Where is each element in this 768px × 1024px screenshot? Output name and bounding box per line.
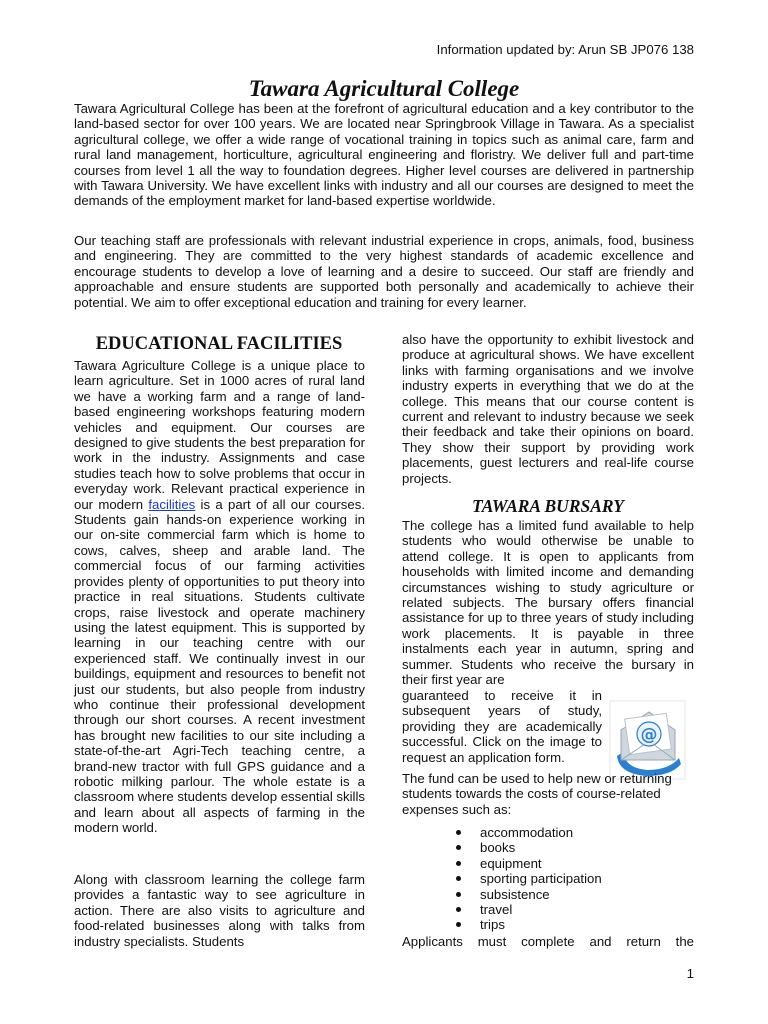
bursary-closing-line: Applicants must complete and return the: [402, 934, 694, 949]
intro-paragraph-1: Tawara Agricultural College has been at the forefront of agricultural education and a key contributor to the land-based sector for over 100 years. We are located near Springbrook Village in Tawara. As a specialist agricultural college, we offer a wide range of vocational training in topics such as animal care, farm and rural land management, horticulture, agricultural engineering and floristry. We deliver full and part-time courses from level 1 all the way to foundation degrees. Higher level courses are delivered in partnership with Tawara University. We have excellent links with industry and all our courses are designed to meet the demands of the employment market for land-based expertise worldwide.: [74, 101, 694, 209]
paragraph-text: is a part of all our courses. Students gain hands-on experience working in our on-site commercial farm which is home to cows, calves, sheep and arable land. The commercial focus of our farming activities provides plenty of opportunities to put theory into practice in real situations. Students cultivate crops, raise livestock and operate machinery using the latest equipment. This is supported by learning in our teaching centre with our experienced staff. We continually invest in our buildings, equipment and resources to benefit not just our students, but also people from industry who continue their professional development through our short courses. A recent investment has brought new facilities to our site including a state-of-the-art Agri-Tech teaching centre, a brand-new tractor with full GPS guidance and a robotic milking parlour. The whole estate is a classroom where students develop essential skills and learn about all aspects of farming in the modern world.: [74, 496, 365, 836]
page-title: Tawara Agricultural College: [248, 76, 520, 101]
list-item: books: [454, 840, 694, 855]
bursary-paragraph-1: The college has a limited fund available to help students who would otherwise be unable to attend college. It is open to applicants from households with limited income and demanding circumstances wishing to study agriculture or related subjects. The bursary offers financial assistance for up to three years of study including work placements. It is payable in three instalments each year in autumn, spring and summer. Students who receive the bursary in their first year are: [402, 518, 694, 688]
paragraph-text: Tawara Agriculture College is a unique place to learn agriculture. Set in 1000 acres of rural land we have a working farm and a range of land-based engineering workshops featuring modern vehicles and equipment. Our courses are designed to give students the best preparation for work in the industry. Assignments and case studies teach how to solve problems that occur in everyday work. Relevant practical experience in our modern: [74, 358, 365, 512]
educational-facilities-paragraph-1: [74, 358, 365, 836]
list-item: accommodation: [454, 825, 694, 840]
intro-paragraph-2: Our teaching staff are professionals with relevant industrial experience in crops, animals, food, business and engineering. They are committed to the very highest standards of academic excellence and encourage students to develop a love of learning and a desire to succeed. Our staff are friendly and approachable and ensure students are supported both personally and academically to achieve their potential. We aim to offer exceptional education and training for every learner.: [74, 233, 694, 310]
at-symbol: @: [640, 725, 658, 745]
page-number: 1: [686, 966, 694, 981]
educational-facilities-paragraph-2-continued: also have the opportunity to exhibit livestock and produce at agricultural shows. We have excellent links with farming organisations and we involve industry experts in everything that we do at the college. This means that our course content is current and relevant to industry because we seek their feedback and take their opinions on board. They show their support by providing work placements, guest lecturers and real-life course projects.: [402, 332, 694, 486]
list-item: travel: [454, 902, 694, 917]
educational-facilities-heading: EDUCATIONAL FACILITIES: [95, 334, 343, 354]
bursary-heading: TAWARA BURSARY: [472, 496, 624, 516]
facilities-link[interactable]: facilities: [148, 496, 196, 512]
list-item: equipment: [454, 856, 694, 871]
header-info-note: Information updated by: Arun SB JP076 138: [436, 42, 694, 57]
bursary-paragraph-1-wrap: guaranteed to receive it in subsequent years of study, providing they are academically successful. Click on the image to request an application form.: [402, 688, 602, 765]
application-form-image[interactable]: [609, 700, 686, 780]
list-item: subsistence: [454, 887, 694, 902]
list-item: trips: [454, 917, 694, 932]
bursary-paragraph-2: The fund can be used to help new or returning students towards the costs of course-related expenses such as:: [402, 771, 672, 817]
expenses-list: [454, 825, 694, 933]
list-item: sporting participation: [454, 871, 694, 886]
email-at-icon[interactable]: [609, 700, 686, 780]
educational-facilities-paragraph-2: Along with classroom learning the college farm provides a fantastic way to see agriculture in action. There are also visits to agriculture and food-related businesses along with talks from industry specialists. Students: [74, 872, 365, 949]
